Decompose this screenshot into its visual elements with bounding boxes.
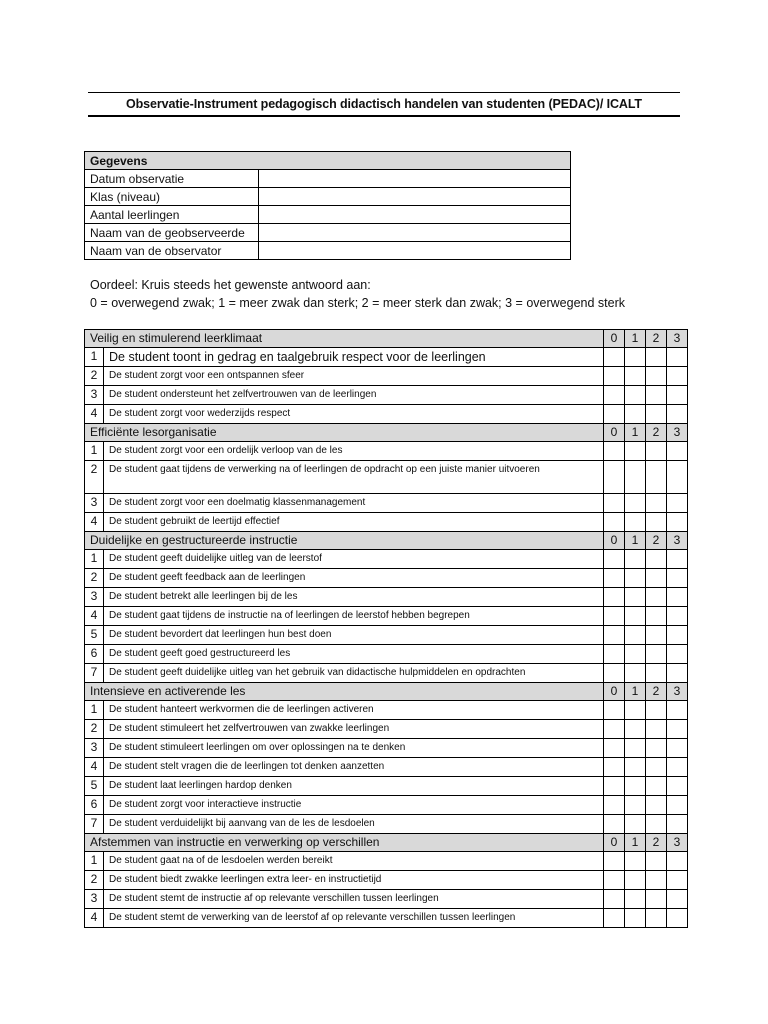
- criterion-text: De student stemt de verwerking van de leerstof af op relevante verschillen tussen leerlingen: [104, 909, 604, 928]
- section-header-row: [85, 834, 688, 852]
- score-cell-2[interactable]: [646, 645, 667, 664]
- score-cell-2[interactable]: [646, 852, 667, 871]
- criterion-text: De student geeft feedback aan de leerlingen: [104, 569, 604, 588]
- score-cell-2[interactable]: [646, 796, 667, 815]
- score-cell-0[interactable]: [604, 909, 625, 928]
- criterion-row: [85, 405, 688, 424]
- document-title: Observatie-Instrument pedagogisch didactisch handelen van studenten (PEDAC)/ ICALT: [126, 97, 642, 111]
- document-title-block: [88, 92, 680, 117]
- score-column-header: 1: [625, 834, 646, 852]
- score-cell-1[interactable]: [625, 588, 646, 607]
- score-cell-2[interactable]: [646, 348, 667, 367]
- score-column-header: 3: [667, 532, 688, 550]
- criterion-row: [85, 777, 688, 796]
- score-column-header: 1: [625, 683, 646, 701]
- oordeel-line-1: Oordeel: Kruis steeds het gewenste antwoord aan:: [90, 278, 371, 292]
- score-cell-2[interactable]: [646, 739, 667, 758]
- score-cell-2[interactable]: [646, 550, 667, 569]
- score-cell-0[interactable]: [604, 758, 625, 777]
- gegevens-row: [85, 224, 571, 242]
- score-cell-1[interactable]: [625, 890, 646, 909]
- score-cell-2[interactable]: [646, 513, 667, 532]
- criterion-number: 7: [85, 815, 104, 834]
- gegevens-label: Aantal leerlingen: [85, 206, 259, 224]
- criterion-row: [85, 494, 688, 513]
- score-cell-0[interactable]: [604, 607, 625, 626]
- section-title: Intensieve en activerende les: [85, 683, 604, 701]
- score-cell-0[interactable]: [604, 701, 625, 720]
- criterion-number: 6: [85, 645, 104, 664]
- score-cell-1[interactable]: [625, 815, 646, 834]
- score-cell-0[interactable]: [604, 890, 625, 909]
- score-cell-3[interactable]: [667, 815, 688, 834]
- score-cell-3[interactable]: [667, 701, 688, 720]
- criterion-text: De student gaat tijdens de verwerking na of leerlingen de opdracht op een juiste manier uitvoeren: [104, 461, 604, 494]
- score-column-header: 1: [625, 330, 646, 348]
- gegevens-row: [85, 188, 571, 206]
- criterion-text: De student verduidelijkt bij aanvang van de les de lesdoelen: [104, 815, 604, 834]
- criterion-row: [85, 513, 688, 532]
- score-column-header: 2: [646, 683, 667, 701]
- observation-table: [84, 329, 688, 928]
- score-cell-0[interactable]: [604, 348, 625, 367]
- score-cell-0[interactable]: [604, 442, 625, 461]
- score-cell-0[interactable]: [604, 739, 625, 758]
- score-cell-1[interactable]: [625, 386, 646, 405]
- score-cell-1[interactable]: [625, 569, 646, 588]
- score-cell-0[interactable]: [604, 777, 625, 796]
- score-cell-1[interactable]: [625, 494, 646, 513]
- criterion-text: De student hanteert werkvormen die de leerlingen activeren: [104, 701, 604, 720]
- score-cell-0[interactable]: [604, 815, 625, 834]
- criterion-row: [85, 852, 688, 871]
- criterion-row: [85, 909, 688, 928]
- score-cell-1[interactable]: [625, 701, 646, 720]
- criterion-number: 2: [85, 720, 104, 739]
- score-cell-2[interactable]: [646, 461, 667, 494]
- score-column-header: 1: [625, 532, 646, 550]
- criterion-text: De student geeft duidelijke uitleg van het gebruik van didactische hulpmiddelen en opdrachten: [104, 664, 604, 683]
- score-cell-1[interactable]: [625, 626, 646, 645]
- score-cell-3[interactable]: [667, 494, 688, 513]
- section-header-row: [85, 683, 688, 701]
- score-column-header: 0: [604, 424, 625, 442]
- score-cell-3[interactable]: [667, 626, 688, 645]
- criterion-text: De student zorgt voor een doelmatig klassenmanagement: [104, 494, 604, 513]
- criterion-number: 5: [85, 626, 104, 645]
- criterion-row: [85, 550, 688, 569]
- criterion-number: 4: [85, 405, 104, 424]
- gegevens-table: [84, 151, 571, 260]
- score-cell-2[interactable]: [646, 569, 667, 588]
- score-cell-0[interactable]: [604, 367, 625, 386]
- criterion-number: 7: [85, 664, 104, 683]
- score-cell-3[interactable]: [667, 777, 688, 796]
- score-cell-1[interactable]: [625, 758, 646, 777]
- criterion-number: 6: [85, 796, 104, 815]
- criterion-number: 5: [85, 777, 104, 796]
- score-column-header: 0: [604, 330, 625, 348]
- score-cell-0[interactable]: [604, 796, 625, 815]
- gegevens-value-field[interactable]: [259, 188, 571, 206]
- gegevens-header: Gegevens: [85, 152, 571, 170]
- criterion-text: De student ondersteunt het zelfvertrouwen van de leerlingen: [104, 386, 604, 405]
- score-cell-2[interactable]: [646, 871, 667, 890]
- score-column-header: 2: [646, 532, 667, 550]
- score-cell-0[interactable]: [604, 852, 625, 871]
- section-header-row: [85, 330, 688, 348]
- score-cell-2[interactable]: [646, 386, 667, 405]
- criterion-number: 4: [85, 513, 104, 532]
- section-title: Duidelijke en gestructureerde instructie: [85, 532, 604, 550]
- score-cell-3[interactable]: [667, 348, 688, 367]
- score-cell-1[interactable]: [625, 871, 646, 890]
- criterion-row: [85, 871, 688, 890]
- criterion-number: 2: [85, 367, 104, 386]
- criterion-row: [85, 758, 688, 777]
- score-cell-1[interactable]: [625, 550, 646, 569]
- criterion-number: 2: [85, 569, 104, 588]
- score-column-header: 2: [646, 834, 667, 852]
- score-cell-2[interactable]: [646, 494, 667, 513]
- criterion-number: 1: [85, 701, 104, 720]
- criterion-text: De student zorgt voor een ontspannen sfeer: [104, 367, 604, 386]
- gegevens-value-field[interactable]: [259, 206, 571, 224]
- gegevens-label: Klas (niveau): [85, 188, 259, 206]
- score-cell-1[interactable]: [625, 777, 646, 796]
- score-cell-3[interactable]: [667, 758, 688, 777]
- score-cell-1[interactable]: [625, 739, 646, 758]
- score-column-header: 3: [667, 424, 688, 442]
- criterion-text: De student laat leerlingen hardop denken: [104, 777, 604, 796]
- criterion-number: 1: [85, 348, 104, 367]
- score-cell-1[interactable]: [625, 909, 646, 928]
- criterion-number: 1: [85, 442, 104, 461]
- score-cell-2[interactable]: [646, 777, 667, 796]
- criterion-number: 4: [85, 607, 104, 626]
- criterion-number: 2: [85, 871, 104, 890]
- score-column-header: 3: [667, 834, 688, 852]
- criterion-row: [85, 739, 688, 758]
- score-cell-3[interactable]: [667, 367, 688, 386]
- criterion-text: De student gaat tijdens de instructie na of leerlingen de leerstof hebben begrepen: [104, 607, 604, 626]
- criterion-text: De student zorgt voor een ordelijk verloop van de les: [104, 442, 604, 461]
- criterion-row: [85, 348, 688, 367]
- criterion-row: [85, 626, 688, 645]
- score-cell-3[interactable]: [667, 909, 688, 928]
- criterion-text: De student stimuleert leerlingen om over oplossingen na te denken: [104, 739, 604, 758]
- score-cell-0[interactable]: [604, 550, 625, 569]
- criterion-row: [85, 442, 688, 461]
- criterion-number: 3: [85, 890, 104, 909]
- oordeel-instructions: [90, 276, 710, 312]
- score-cell-0[interactable]: [604, 405, 625, 424]
- criterion-number: 1: [85, 852, 104, 871]
- score-cell-1[interactable]: [625, 720, 646, 739]
- score-column-header: 2: [646, 330, 667, 348]
- score-cell-0[interactable]: [604, 664, 625, 683]
- score-cell-1[interactable]: [625, 645, 646, 664]
- score-cell-1[interactable]: [625, 664, 646, 683]
- score-cell-0[interactable]: [604, 871, 625, 890]
- score-cell-1[interactable]: [625, 852, 646, 871]
- score-cell-3[interactable]: [667, 852, 688, 871]
- score-column-header: 1: [625, 424, 646, 442]
- score-cell-3[interactable]: [667, 588, 688, 607]
- score-cell-3[interactable]: [667, 890, 688, 909]
- score-cell-3[interactable]: [667, 720, 688, 739]
- score-cell-0[interactable]: [604, 386, 625, 405]
- criterion-row: [85, 588, 688, 607]
- score-cell-2[interactable]: [646, 405, 667, 424]
- criterion-row: [85, 890, 688, 909]
- gegevens-row: [85, 170, 571, 188]
- score-cell-2[interactable]: [646, 607, 667, 626]
- score-column-header: 0: [604, 532, 625, 550]
- criterion-text: De student betrekt alle leerlingen bij de les: [104, 588, 604, 607]
- score-cell-2[interactable]: [646, 890, 667, 909]
- score-cell-3[interactable]: [667, 739, 688, 758]
- score-cell-2[interactable]: [646, 664, 667, 683]
- criterion-text: De student toont in gedrag en taalgebruik respect voor de leerlingen: [104, 348, 604, 367]
- oordeel-scale-legend: 0 = overwegend zwak; 1 = meer zwak dan sterk; 2 = meer sterk dan zwak; 3 = overwegend sterk: [90, 296, 625, 310]
- criterion-text: De student gebruikt de leertijd effectief: [104, 513, 604, 532]
- score-cell-1[interactable]: [625, 442, 646, 461]
- gegevens-label: Datum observatie: [85, 170, 259, 188]
- criterion-text: De student bevordert dat leerlingen hun best doen: [104, 626, 604, 645]
- criterion-text: De student stimuleert het zelfvertrouwen van zwakke leerlingen: [104, 720, 604, 739]
- criterion-row: [85, 367, 688, 386]
- score-cell-0[interactable]: [604, 645, 625, 664]
- score-cell-1[interactable]: [625, 461, 646, 494]
- gegevens-row: [85, 206, 571, 224]
- score-cell-2[interactable]: [646, 909, 667, 928]
- score-cell-0[interactable]: [604, 569, 625, 588]
- criterion-number: 4: [85, 909, 104, 928]
- score-column-header: 0: [604, 834, 625, 852]
- score-cell-1[interactable]: [625, 607, 646, 626]
- criterion-row: [85, 815, 688, 834]
- score-cell-2[interactable]: [646, 367, 667, 386]
- score-cell-3[interactable]: [667, 569, 688, 588]
- section-title: Afstemmen van instructie en verwerking op verschillen: [85, 834, 604, 852]
- score-cell-3[interactable]: [667, 796, 688, 815]
- score-column-header: 0: [604, 683, 625, 701]
- section-title: Efficiënte lesorganisatie: [85, 424, 604, 442]
- gegevens-value-field[interactable]: [259, 224, 571, 242]
- criterion-text: De student gaat na of de lesdoelen werden bereikt: [104, 852, 604, 871]
- score-cell-1[interactable]: [625, 348, 646, 367]
- score-cell-3[interactable]: [667, 442, 688, 461]
- score-cell-0[interactable]: [604, 720, 625, 739]
- criterion-text: De student biedt zwakke leerlingen extra leer- en instructietijd: [104, 871, 604, 890]
- criterion-row: [85, 796, 688, 815]
- score-cell-0[interactable]: [604, 513, 625, 532]
- score-cell-2[interactable]: [646, 701, 667, 720]
- section-header-row: [85, 424, 688, 442]
- section-title: Veilig en stimulerend leerklimaat: [85, 330, 604, 348]
- score-cell-0[interactable]: [604, 494, 625, 513]
- criterion-number: 4: [85, 758, 104, 777]
- score-cell-3[interactable]: [667, 405, 688, 424]
- criterion-text: De student zorgt voor wederzijds respect: [104, 405, 604, 424]
- section-header-row: [85, 532, 688, 550]
- criterion-row: [85, 645, 688, 664]
- score-cell-3[interactable]: [667, 871, 688, 890]
- score-cell-2[interactable]: [646, 815, 667, 834]
- score-cell-2[interactable]: [646, 442, 667, 461]
- gegevens-value-field[interactable]: [259, 170, 571, 188]
- score-cell-0[interactable]: [604, 626, 625, 645]
- criterion-number: 3: [85, 386, 104, 405]
- score-cell-1[interactable]: [625, 513, 646, 532]
- criterion-row: [85, 607, 688, 626]
- score-cell-3[interactable]: [667, 664, 688, 683]
- criterion-row: [85, 664, 688, 683]
- criterion-number: 2: [85, 461, 104, 494]
- criterion-row: [85, 569, 688, 588]
- score-cell-3[interactable]: [667, 513, 688, 532]
- criterion-text: De student geeft duidelijke uitleg van de leerstof: [104, 550, 604, 569]
- score-cell-3[interactable]: [667, 461, 688, 494]
- score-column-header: 3: [667, 683, 688, 701]
- criterion-number: 1: [85, 550, 104, 569]
- gegevens-label: Naam van de observator: [85, 242, 259, 260]
- criterion-row: [85, 386, 688, 405]
- criterion-text: De student geeft goed gestructureerd les: [104, 645, 604, 664]
- gegevens-header-row: [85, 152, 571, 170]
- score-cell-3[interactable]: [667, 607, 688, 626]
- score-cell-1[interactable]: [625, 367, 646, 386]
- score-cell-1[interactable]: [625, 405, 646, 424]
- score-column-header: 2: [646, 424, 667, 442]
- criterion-number: 3: [85, 588, 104, 607]
- score-cell-3[interactable]: [667, 645, 688, 664]
- criterion-text: De student stemt de instructie af op relevante verschillen tussen leerlingen: [104, 890, 604, 909]
- score-cell-0[interactable]: [604, 588, 625, 607]
- score-column-header: 3: [667, 330, 688, 348]
- gegevens-label: Naam van de geobserveerde: [85, 224, 259, 242]
- score-cell-2[interactable]: [646, 626, 667, 645]
- criterion-text: De student stelt vragen die de leerlingen tot denken aanzetten: [104, 758, 604, 777]
- score-cell-0[interactable]: [604, 461, 625, 494]
- score-cell-2[interactable]: [646, 588, 667, 607]
- score-cell-3[interactable]: [667, 386, 688, 405]
- gegevens-row: [85, 242, 571, 260]
- score-cell-3[interactable]: [667, 550, 688, 569]
- score-cell-2[interactable]: [646, 720, 667, 739]
- criterion-text: De student zorgt voor interactieve instructie: [104, 796, 604, 815]
- criterion-row: [85, 461, 688, 494]
- criterion-number: 3: [85, 494, 104, 513]
- gegevens-value-field[interactable]: [259, 242, 571, 260]
- criterion-number: 3: [85, 739, 104, 758]
- criterion-row: [85, 720, 688, 739]
- criterion-row: [85, 701, 688, 720]
- score-cell-1[interactable]: [625, 796, 646, 815]
- score-cell-2[interactable]: [646, 758, 667, 777]
